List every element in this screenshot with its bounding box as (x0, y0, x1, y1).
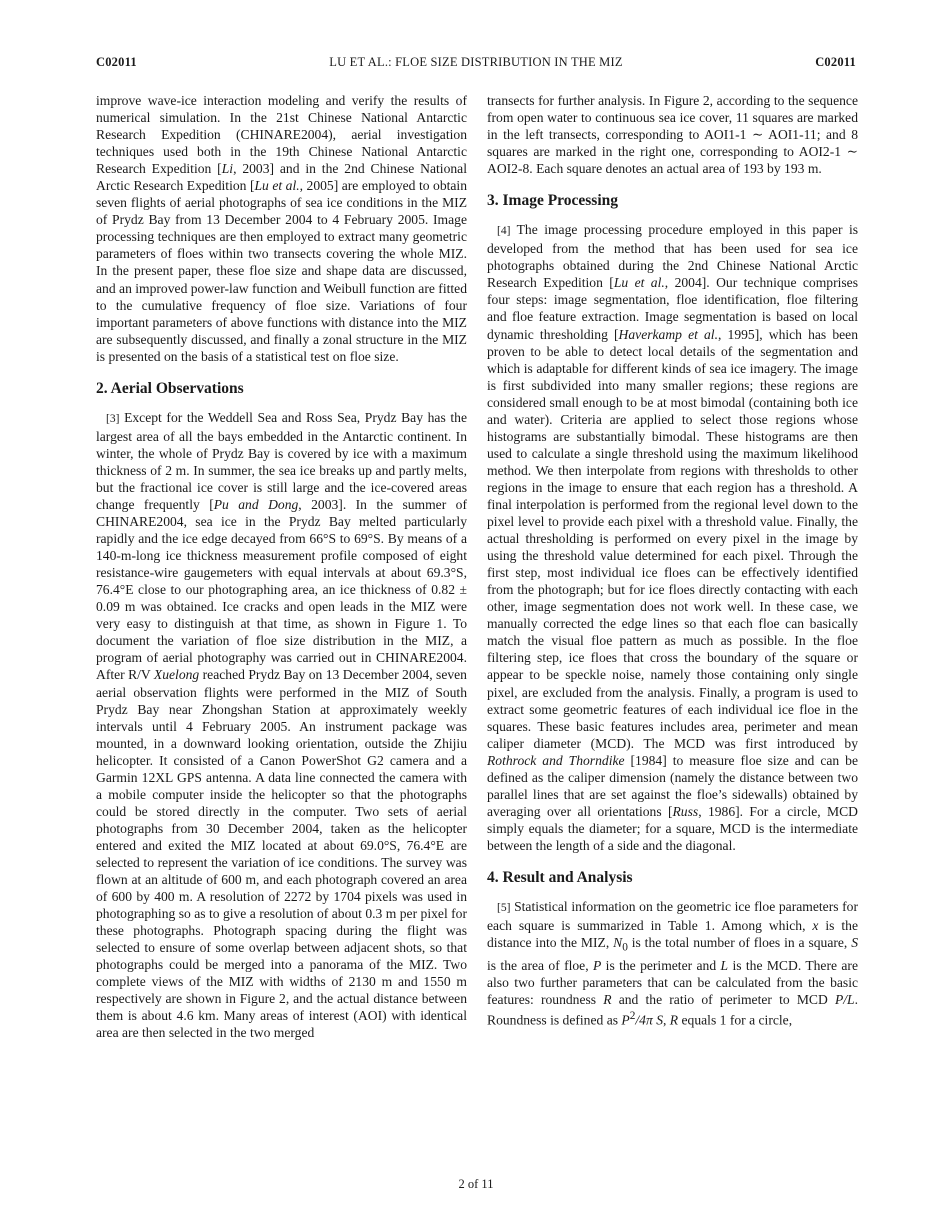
header-article-id-right: C02011 (815, 55, 856, 69)
paragraph-5: [5] Statistical information on the geometric ice floe parameters for each square is summarized in Table 1. Among which, x is the distance into the MIZ, $N_0$ is the total number of floes in a square, S is the area of floe, P is the perimeter and L is the MCD. There are also two further parameters that can be calculated from the basic features: roundness R and the ratio of perimeter to MCD P/L. Roundness is defined as $P^2/4\pi$ S, R equals 1 for a circle, (487, 898, 859, 1028)
header-title: LU ET AL.: FLOE SIZE DISTRIBUTION IN THE MIZ (329, 55, 623, 69)
section-4-heading: 4. Result and Analysis (487, 868, 633, 886)
running-header (96, 55, 856, 73)
paragraph-3: [3] Except for the Weddell Sea and Ross Sea, Prydz Bay has the largest area of all the bays embedded in the Antarctic continent. In winter, the whole of Prydz Bay is covered by ice with a maximum thickness of 2 m. In summer, the sea ice breaks up and partly melts, but the fractional ice cover is still large and the ice-covered areas change frequently [Pu and Dong, 2003]. In the summer of CHINARE2004, sea ice in the Prydz Bay melted particularly rapidly and the ice edge decayed from 66°S to 69°S. By means of a 140-m-long ice thickness measurement profile composed of eight resistance-wire gaugemeters with equal intervals at about 69.3°S, 76.4°E close to our photographing area, an ice thickness of 0.82 ± 0.09 m was obtained. Ice cracks and open leads in the MIZ were very easy to distinguish at that time, as shown in Figure 1. To document the variation of floe size distribution in the MIZ, a program of aerial photography was carried out in CHINARE2004. After R/V Xuelong reached Prydz Bay on 13 December 2004, seven aerial observation flights were performed in the MIZ of South Prydz Bay near Zhongshan Station at approximately weekly intervals until 4 February 2005. An instrument package was mounted, in a downward looking orientation, outside the Zhijiu helicopter. It consisted of a Canon PowerShot G2 camera and a Garmin 12XL GPS antenna. A data line connected the camera with a mobile computer inside the helicopter so that the photographs could be stored directly in the computer. Two sets of aerial photographs from 30 December 2004, taken as the helicopter entered and exited the MIZ located at about 69.0°S, 76.4°E are selected to represent the variation of ice conditions. The survey was flown at an altitude of 600 m, and each photograph covered an area of 600 by 400 m. A resolution of 2272 by 1704 pixels was used in photographing so as to give a resolution of about 0.3 m per pixel for these photographs. Photograph spacing during the flight was selected to ensure of some overlap between adjacent shots, so that photographs could be merged into a panorama of the MIZ. Two complete views of the MIZ with widths of 2130 m and 1550 m respectively are shown in Figure 2, and the actual distance between them is about 4.6 km. Many areas of interest (AOI) with identical area are then selected in the two merged (96, 409, 467, 1041)
section-3-heading: 3. Image Processing (487, 192, 619, 210)
right-column (487, 92, 858, 1029)
header-article-id-left: C02011 (96, 55, 137, 69)
paragraph-4: [4] The image processing procedure employed in this paper is developed from the method that has been used for sea ice photographs obtained during the 2nd Chinese National Arctic Research Expedition [Lu et al., 2004]. Our technique comprises four steps: image segmentation, floe identification, floe filtering and floe feature extraction. Image segmentation is based on local dynamic thresholding [Haverkamp et al., 1995], which has been proven to be able to detect local details of the segmentation and which is adaptable for different kinds of sea ice imagery. The image is first subdivided into many smaller regions; these regions are considered small enough to be at most bimodal (containing both ice and water). Criteria are applied to select those regions whose histograms are substantially bimodal. These histograms are then used to calculate a single threshold using the maximum likelihood method. We then interpolate from regions with thresholds to other regions in the image to ensure that each region has a threshold. A final interpolation is performed from the regional level down to the pixel level to provide each pixel with a threshold value. Finally, the actual thresholding is performed on every pixel in the image by using the threshold value determined for each pixel. Through the first step, most individual ice floes can be effectively identified from the photograph; but for ice floes directly contacting with each other, image segmentation does not work well. In these case, we manually corrected the edge lines so that each floe can basically match the visual floe pattern as much as possible. In the floe filtering step, ice floes that cross the boundary of the square or appear to be speckle noise, namely those containing only single pixel, are excluded from the analysis. Finally, a program is used to extract some geometric features of each individual ice floe in the squares. These basic features includes area, perimeter and mean caliper diameter (MCD). The MCD was first introduced by Rothrock and Thorndike [1984] to measure floe size and can be defined as the caliper dimension (namely the distance between two parallel lines that are set against the floe’s sidewalls) obtained by averaging over all orientations [Russ, 1986]. For a circle, MCD simply equals the diameter; for a square, MCD is the intermediate between the length of a side and the diagonal. (487, 222, 859, 853)
section-2-tail: transects for further analysis. In Figure 2, according to the sequence from open water to continuous sea ice cover, 11 squares are marked in the left transects, corresponding to AOI1-1 ∼ AOI1-11; and 8 squares are marked in the right one, corresponding to AOI2-1 ∼ AOI2-8. Each square denotes an actual area of 193 by 193 m. (487, 93, 858, 177)
section-2-heading: 2. Aerial Observations (96, 379, 244, 397)
intro-paragraph-tail: improve wave-ice interaction modeling and verify the results of numerical simulation. In the 21st Chinese National Antarctic Research Expedition (CHINARE2004), aerial investigation techniques used both in the 19th Chinese National Antarctic Research Expedition [Li, 2003] and in the 2nd Chinese National Arctic Research Expedition [Lu et al., 2005] are employed to obtain seven flights of aerial photographs of sea ice conditions in the MIZ of Prydz Bay from 13 December 2004 to 4 February 2005. Image processing techniques are then employed to extract many geometric parameters of floes within two transects covering the whole MIZ. In the present paper, these floe size and shape data are discussed, and an improved power-law function and Weibull function are fitted to the cumulative frequency of floe size. Variations of four important parameters of above functions with distance into the MIZ are subsequently discussed, and finally a zonal structure in the MIZ is presented on the basis of a statistical test on floe size. (96, 93, 468, 364)
left-column (96, 92, 467, 1041)
page-number: 2 of 11 (458, 1177, 494, 1191)
